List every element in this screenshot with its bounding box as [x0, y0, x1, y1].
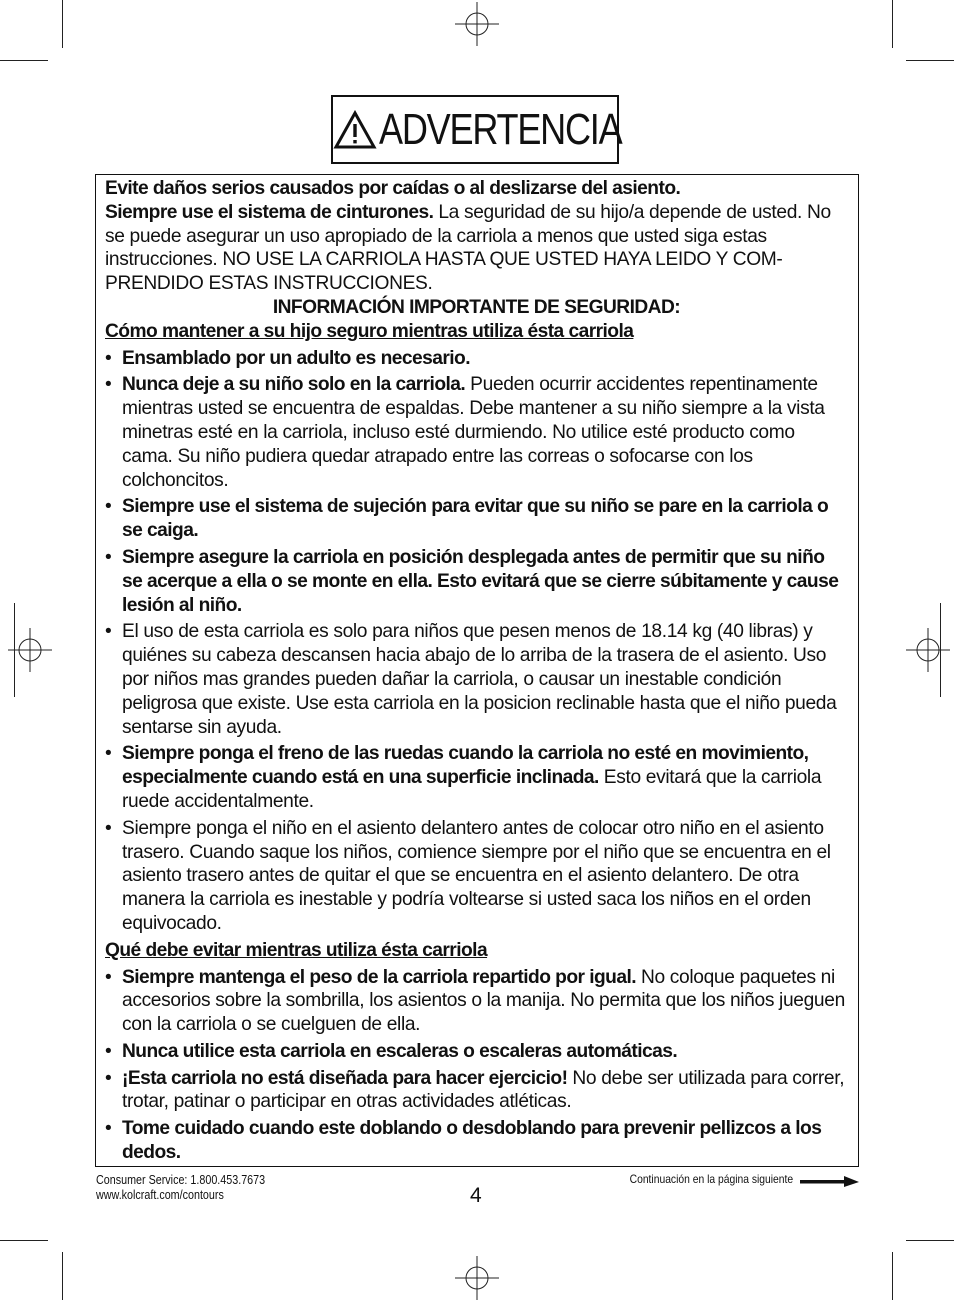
list-item-text: No debe ser utilizada para correr, trotar, patinar o participar en otras actividades atléticas.: [122, 1067, 845, 1113]
list-item-bold: Siempre ponga el freno de las ruedas cuando la carriola no esté en movimiento, especialmente cuando está en una superficie inclinada.: [122, 743, 809, 789]
warning-content-box: [95, 174, 859, 1167]
continuation-note: Continuación en la página siguiente: [629, 1172, 793, 1186]
crop-mark: [62, 0, 63, 48]
list-item: • Siempre ponga el freno de las ruedas cuando la carriola no esté en movimiento, especialmente cuando está en una superficie inclinada. Esto evitará que la carriola ruede accidentalmente.: [105, 743, 822, 812]
intro-text: La seguridad de su hijo/a depende de usted. No se puede asegurar un uso apropiado de la carriola a menos que usted siga estas instrucciones. NO USE LA CARRIOLA HASTA QUE USTED HAYA LEIDO Y COM-PRENDIDO ESTAS INSTRUCCIONES.: [105, 201, 831, 295]
subheading: Cómo mantener a su hijo seguro mientras utiliza ésta carriola: [105, 320, 634, 342]
registration-mark-icon: [455, 2, 499, 46]
crop-mark: [906, 60, 954, 61]
list-item: • Siempre asegure la carriola en posición desplegada antes de permitir que su niño se acerque a ella o se monte en ella. Esto evitará que se cierre súbitamente y cause lesión al niño.: [105, 546, 839, 616]
crop-mark: [892, 1252, 893, 1300]
list-item: • Siempre use el sistema de sujeción para evitar que su niño se pare en la carriola o se caiga.: [105, 496, 829, 542]
list-item-bold: Nunca utilice esta carriola en escaleras o escaleras automáticas.: [122, 1040, 678, 1062]
crop-mark: [892, 0, 893, 48]
warning-triangle-icon: [333, 110, 377, 150]
list-item-text: Siempre ponga el niño en el asiento delantero antes de colocar otro niño en el asiento trasero. Cuando saque los niños, comience siempre por el niño que se encuentra en el asiento trasero antes de quitar el que se encuentra en el asiento delantero. De otra manera la carriola es inestable y podría voltearse si usted saca los niños en el orden equivocado.: [122, 817, 831, 934]
crop-mark: [0, 1240, 48, 1241]
subheading: Qué debe evitar mientras utiliza ésta carriola: [105, 939, 488, 961]
list-item: • Tome cuidado cuando este doblando o desdoblando para prevenir pellizcos a los dedos.: [105, 1118, 822, 1164]
intro-bold: Siempre use el sistema de cinturones.: [105, 201, 434, 223]
list-item: • Ensamblado por un adulto es necesario.: [105, 347, 471, 369]
list-item-bold: Siempre asegure la carriola en posición desplegada antes de permitir que su niño se acerque a ella o se monte en ella. Esto evitará que se cierre súbitamente y cause lesión al niño.: [122, 546, 839, 616]
list-item-text: Esto evitará que la carriola ruede accidentalmente.: [122, 767, 822, 812]
registration-mark-icon: [455, 1256, 499, 1300]
list-item-bold: Ensamblado por un adulto es necesario.: [122, 347, 471, 369]
list-item-text: No coloque paquetes ni accesorios sobre la sombrilla, los asientos o la manija. No permita que los niños jueguen con la carriola o se cuelguen de ella.: [122, 966, 845, 1036]
avoid-list: [105, 966, 848, 1165]
consumer-service-phone: Consumer Service: 1.800.453.7673: [96, 1173, 266, 1187]
list-item: • Siempre ponga el niño en el asiento delantero antes de colocar otro niño en el asiento trasero. Cuando saque los niños, comience siempre por el niño que se encuentra en el asiento trasero antes de quitar el que se encuentra en el asiento delantero. De otra manera la carriola es inestable y podría voltearse si usted saca los niños en el orden equivocado.: [105, 817, 831, 934]
crop-mark: [62, 1252, 63, 1300]
list-item-bold: Nunca deje a su niño solo en la carriola.: [122, 374, 466, 396]
list-item-text: El uso de esta carriola es solo para niños que pesen menos de 18.14 kg (40 libras) y quiénes su cabeza descansen hacia abajo de lo arriba de la trasera de el asiento. Uso por niños mas grandes pueden dañar la carriola, o causar un inestable condición peligrosa que existe. Use esta carriola en la posicion reclinable hasta que el niño pueda sentarse sin ayuda.: [122, 621, 837, 738]
intro-heading: Evite daños serios causados por caídas o al deslizarse del asiento.: [105, 178, 681, 199]
list-item: • Nunca utilice esta carriola en escaleras o escaleras automáticas.: [105, 1040, 678, 1062]
page-number: 4: [470, 1184, 482, 1207]
list-item: • Nunca deje a su niño solo en la carriola. Pueden ocurrir accidentes repentinamente mientras usted se encuentra de espaldas. Debe mantener a su niño siempre a la vista minetras esté en la carriola, incluso esté durmiendo. No utilice esté producto como cama. Su niño pudiera quedar atrapado entre las correas o sofocarse con los colchoncitos.: [105, 374, 825, 491]
list-item-bold: Siempre use el sistema de sujeción para evitar que su niño se pare en la carriola o se caiga.: [122, 496, 829, 542]
list-item: • El uso de esta carriola es solo para niños que pesen menos de 18.14 kg (40 libras) y quiénes su cabeza descansen hacia abajo de lo arriba de la trasera de el asiento. Uso por niños mas grandes pueden dañar la carriola, o causar un inestable condición peligrosa que existe. Use esta carriola en la posicion reclinable hasta que el niño pueda sentarse sin ayuda.: [105, 621, 837, 738]
safety-list: [105, 347, 848, 936]
intro-paragraph: [105, 201, 848, 296]
arrow-right-icon: [800, 1174, 860, 1190]
list-item-bold: Tome cuidado cuando este doblando o desdoblando para prevenir pellizcos a los dedos.: [122, 1118, 822, 1164]
crop-mark: [906, 1240, 954, 1241]
footer-contact: [96, 1173, 265, 1203]
list-item: • ¡Esta carriola no está diseñada para hacer ejercicio! No debe ser utilizada para correr, trotar, patinar o participar en otras actividades atléticas.: [105, 1067, 845, 1113]
page-title: ADVERTENCIA: [379, 104, 622, 154]
crop-mark: [14, 603, 15, 697]
crop-mark: [940, 603, 941, 697]
list-item-text: Pueden ocurrir accidentes repentinamente mientras usted se encuentra de espaldas. Debe mantener a su niño siempre a la vista minetras esté en la carriola, incluso esté durmiendo. No utilice esté producto como cama. Su niño pudiera quedar atrapado entre las correas o sofocarse con los colchoncitos.: [122, 374, 825, 491]
warning-header: [331, 95, 622, 164]
website-link[interactable]: www.kolcraft.com/contours: [96, 1188, 224, 1202]
list-item-bold: Siempre mantenga el peso de la carriola repartido por igual.: [122, 966, 637, 988]
section-title: INFORMACIÓN IMPORTANTE DE SEGURIDAD:: [272, 296, 681, 318]
crop-mark: [0, 60, 48, 61]
registration-mark-icon: [906, 628, 950, 672]
list-item: • Siempre mantenga el peso de la carriola repartido por igual. No coloque paquetes ni accesorios sobre la sombrilla, los asientos o la manija. No permita que los niños jueguen con la carriola o se cuelguen de ella.: [105, 966, 845, 1036]
list-item-bold: ¡Esta carriola no está diseñada para hacer ejercicio!: [122, 1067, 568, 1089]
